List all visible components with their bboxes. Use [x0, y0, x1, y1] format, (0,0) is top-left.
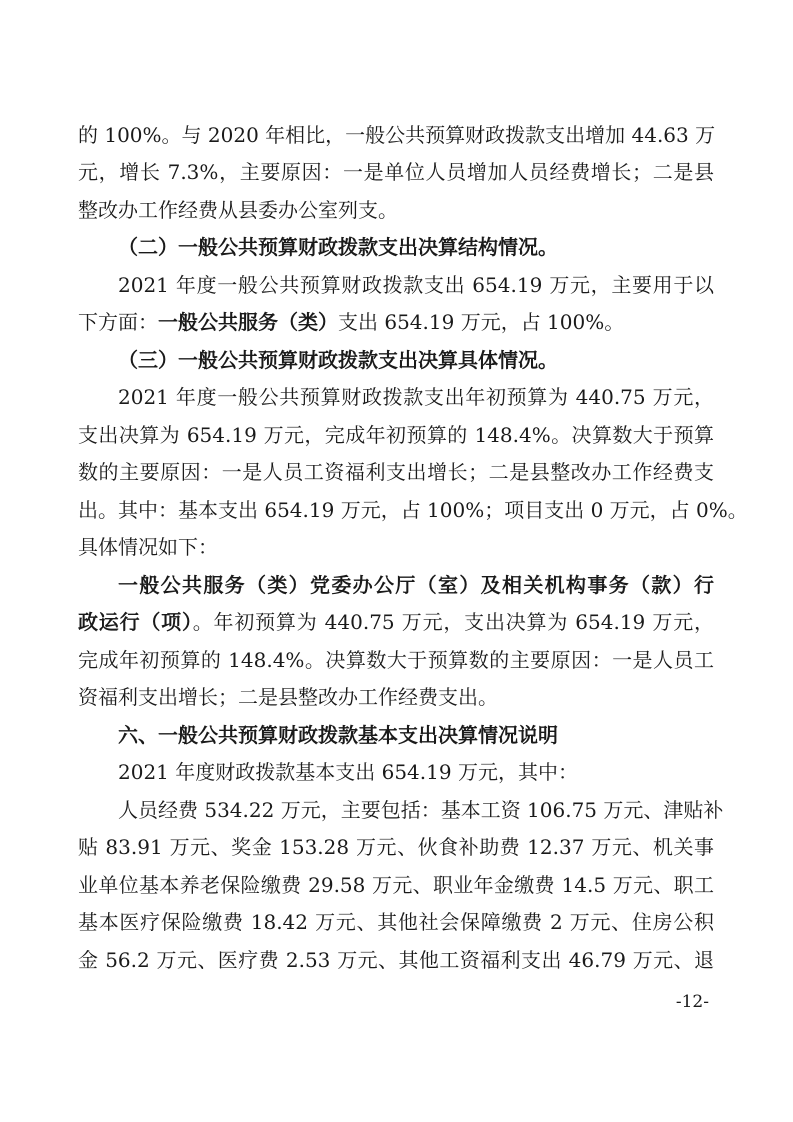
text-segment: 。年初预算为 440.75 万元，支出决算为 654.19 万元，	[192, 610, 715, 634]
text-line: 具体情况如下：	[78, 535, 218, 559]
section-heading: （三）一般公共预算财政拨款支出决算具体情况。	[118, 348, 558, 372]
text-line: 元，增长 7.3%，主要原因：一是单位人员增加人员经费增长；二是县	[78, 160, 714, 184]
page-number: -12-	[675, 992, 709, 1012]
text-line: 2021 年度财政拨款基本支出 654.19 万元，其中：	[118, 760, 578, 784]
text-segment: 下方面：	[78, 310, 158, 334]
text-line	[78, 302, 714, 342]
bold-category: 一般公共服务（类）	[158, 310, 338, 334]
text-line: 业单位基本养老保险缴费 29.58 万元、职业年金缴费 14.5 万元、职工	[78, 873, 714, 897]
text-line: 金 56.2 万元、医疗费 2.53 万元、其他工资福利支出 46.79 万元、退	[78, 948, 714, 972]
text-line: 完成年初预算的 148.4%。决算数大于预算数的主要原因：一是人员工	[78, 648, 714, 672]
bold-item-title: 政运行（项）	[78, 610, 193, 634]
text-line: 基本医疗保险缴费 18.42 万元、其他社会保障缴费 2 万元、住房公积	[78, 910, 714, 934]
text-line	[78, 602, 714, 642]
text-line: 2021 年度一般公共预算财政拨款支出 654.19 万元，主要用于以	[118, 273, 714, 297]
text-line: 整改办工作经费从县委办公室列支。	[78, 198, 398, 222]
text-line: 人员经费 534.22 万元，主要包括：基本工资 106.75 万元、津贴补	[118, 798, 724, 822]
text-line: 资福利支出增长；二是县整改办工作经费支出。	[78, 685, 498, 709]
text-line: 出。其中：基本支出 654.19 万元，占 100%；项目支出 0 万元，占 0%。	[78, 498, 748, 522]
text-segment: 支出 654.19 万元，占 100%。	[338, 310, 625, 334]
text-line: 支出决算为 654.19 万元，完成年初预算的 148.4%。决算数大于预算	[78, 423, 714, 447]
text-line: 2021 年度一般公共预算财政拨款支出年初预算为 440.75 万元，	[118, 385, 714, 409]
text-line: 数的主要原因：一是人员工资福利支出增长；二是县整改办工作经费支	[78, 460, 714, 484]
section-heading: 六、一般公共预算财政拨款基本支出决算情况说明	[118, 723, 558, 747]
text-line: 贴 83.91 万元、奖金 153.28 万元、伙食补助费 12.37 万元、机关事	[78, 835, 714, 859]
bold-item-title: 一般公共服务（类）党委办公厅（室）及相关机构事务（款）行	[118, 573, 714, 597]
text-line: 的 100%。与 2020 年相比，一般公共预算财政拨款支出增加 44.63 万	[78, 123, 716, 147]
section-heading: （二）一般公共预算财政拨款支出决算结构情况。	[118, 235, 558, 259]
